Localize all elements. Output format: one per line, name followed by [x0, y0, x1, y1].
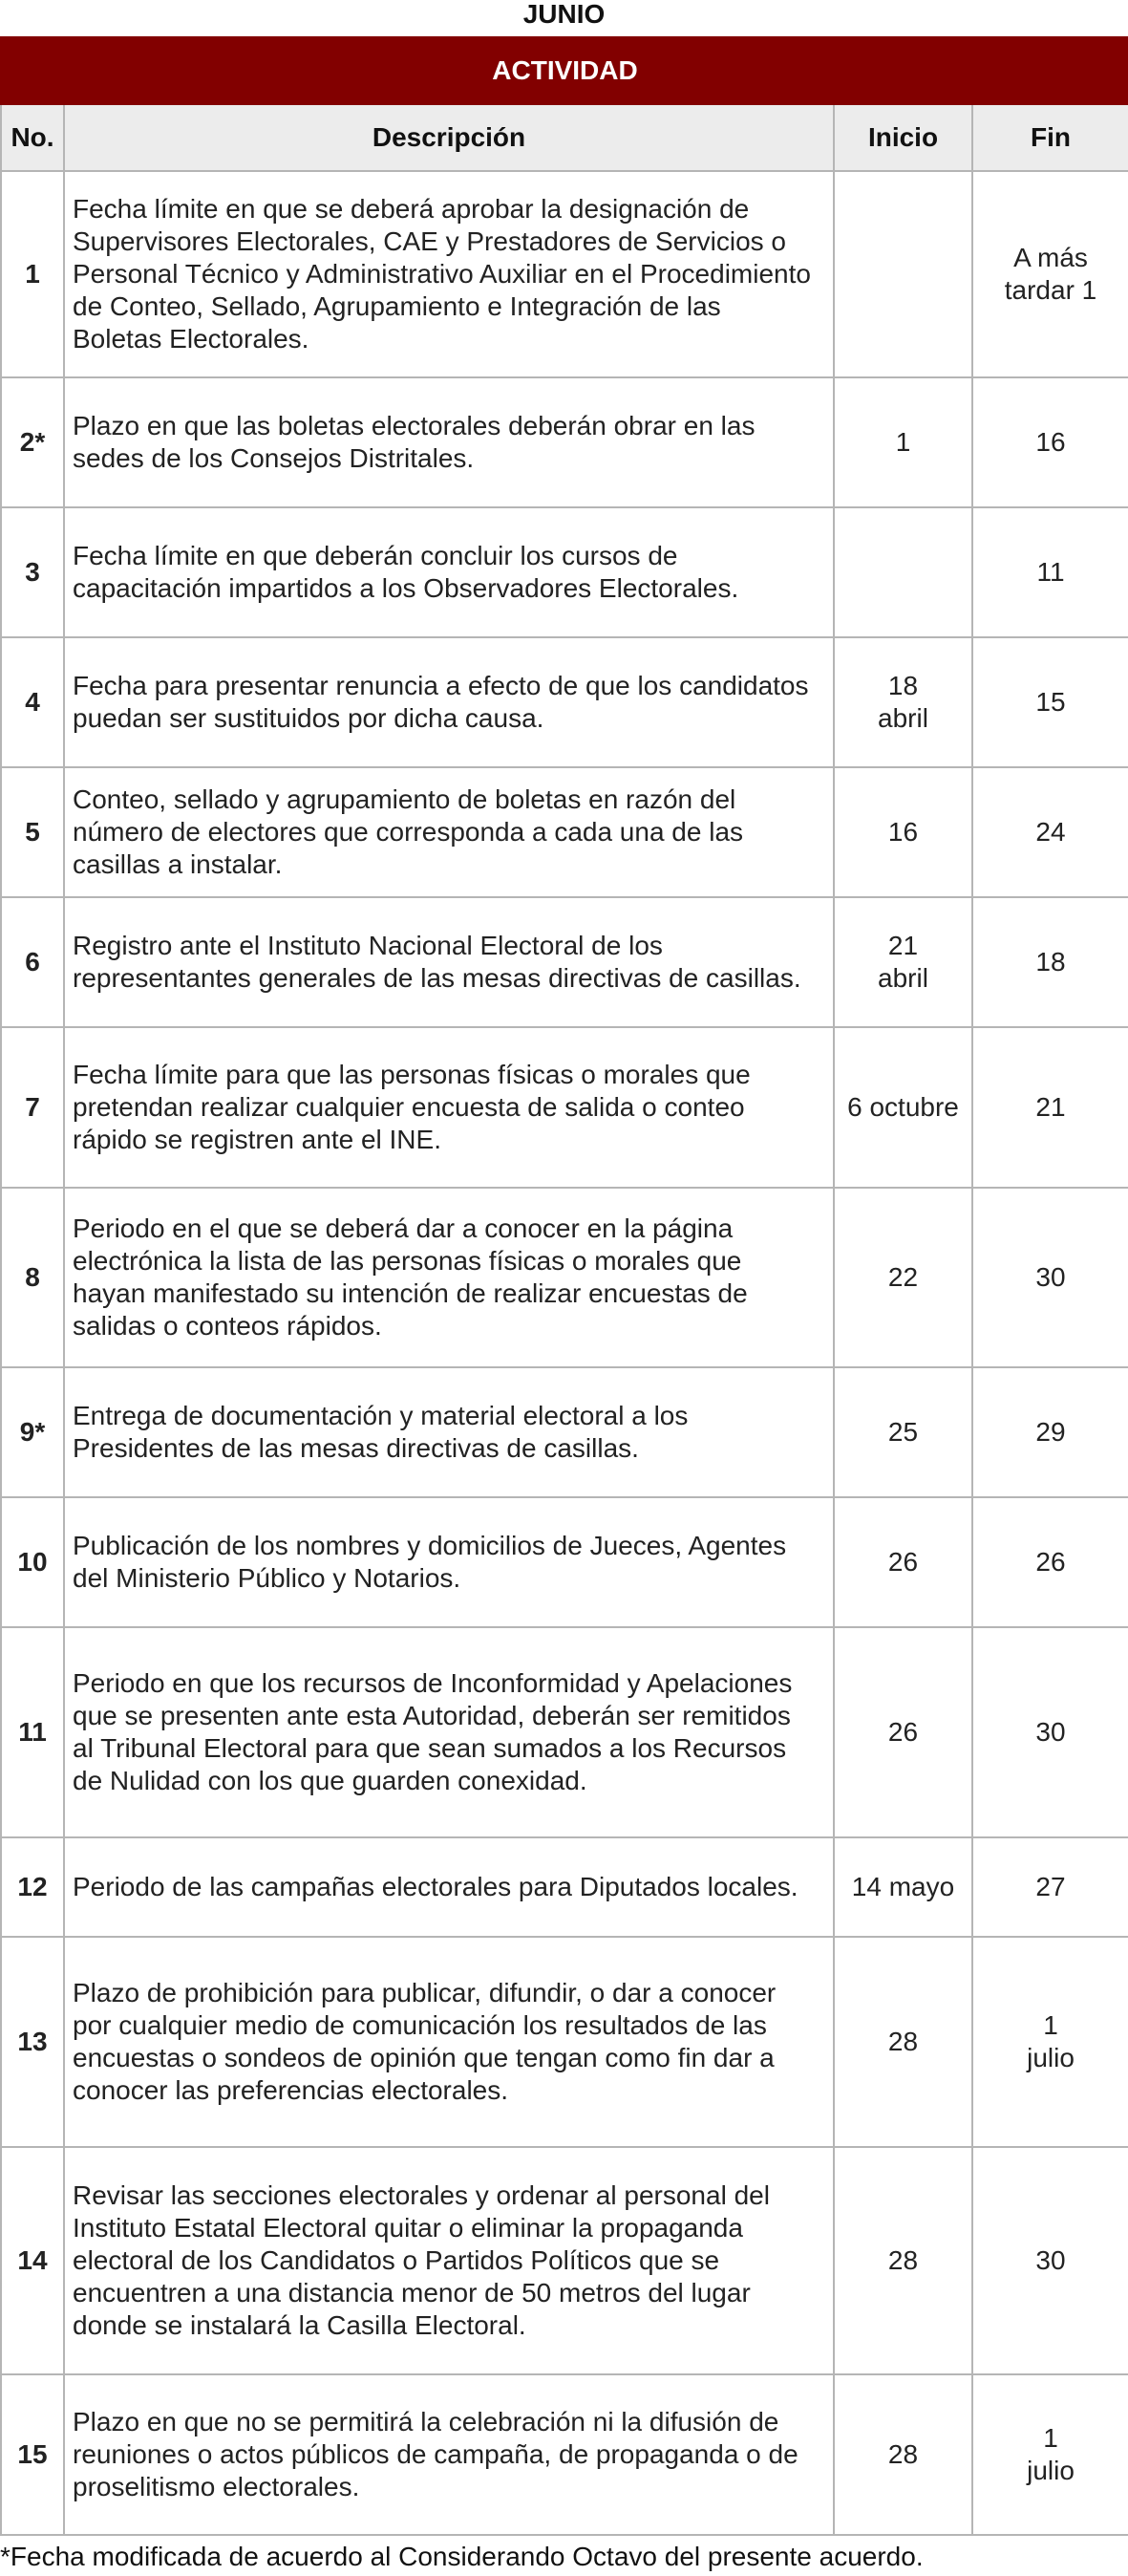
row-fin: A más tardar 1 [972, 171, 1128, 377]
column-header-inicio: Inicio [834, 104, 972, 171]
row-inicio: 14 mayo [834, 1837, 972, 1937]
column-header-descripcion: Descripción [64, 104, 834, 171]
row-fin: 30 [972, 2147, 1128, 2374]
table-row [1, 507, 1128, 637]
row-inicio: 18 abril [834, 637, 972, 767]
row-number: 15 [1, 2374, 64, 2535]
table-row [1, 171, 1128, 377]
row-description: Entrega de documentación y material electoral a los Presidentes de las mesas directivas de casillas. [64, 1367, 834, 1497]
row-fin: 29 [972, 1367, 1128, 1497]
row-inicio: 1 [834, 377, 972, 507]
row-description: Fecha para presentar renuncia a efecto de que los candidatos puedan ser sustituidos por dicha causa. [64, 637, 834, 767]
table-row [1, 1367, 1128, 1497]
row-inicio [834, 171, 972, 377]
page-title: JUNIO [522, 0, 606, 29]
row-number: 11 [1, 1627, 64, 1837]
activity-table [0, 36, 1128, 2536]
row-fin: 26 [972, 1497, 1128, 1627]
row-inicio: 22 [834, 1188, 972, 1367]
table-row [1, 1937, 1128, 2147]
row-fin: 15 [972, 637, 1128, 767]
row-inicio: 28 [834, 2374, 972, 2535]
row-number: 5 [1, 767, 64, 897]
row-number: 9* [1, 1367, 64, 1497]
column-header-fin: Fin [972, 104, 1128, 171]
row-inicio: 26 [834, 1497, 972, 1627]
row-inicio: 28 [834, 2147, 972, 2374]
table-row [1, 897, 1128, 1027]
table-row [1, 767, 1128, 897]
row-number: 7 [1, 1027, 64, 1188]
row-fin: 18 [972, 897, 1128, 1027]
table-row [1, 1027, 1128, 1188]
row-inicio: 6 octubre [834, 1027, 972, 1188]
row-number: 8 [1, 1188, 64, 1367]
row-description: Plazo de prohibición para publicar, difundir, o dar a conocer por cualquier medio de comunicación los resultados de las encuestas o sondeos de opinión que tengan como fin dar a conocer las preferencias electorales. [64, 1937, 834, 2147]
column-header-no: No. [1, 104, 64, 171]
table-row [1, 2374, 1128, 2535]
row-fin: 21 [972, 1027, 1128, 1188]
row-description: Publicación de los nombres y domicilios de Jueces, Agentes del Ministerio Público y Notarios. [64, 1497, 834, 1627]
row-description: Conteo, sellado y agrupamiento de boletas en razón del número de electores que corresponda a cada una de las casillas a instalar. [64, 767, 834, 897]
row-description: Fecha límite en que deberán concluir los cursos de capacitación impartidos a los Observadores Electorales. [64, 507, 834, 637]
row-number: 6 [1, 897, 64, 1027]
row-inicio: 28 [834, 1937, 972, 2147]
row-inicio: 25 [834, 1367, 972, 1497]
row-inicio: 16 [834, 767, 972, 897]
row-description: Fecha límite para que las personas físicas o morales que pretendan realizar cualquier encuesta de salida o conteo rápido se registren ante el INE. [64, 1027, 834, 1188]
row-fin: 16 [972, 377, 1128, 507]
row-description: Revisar las secciones electorales y ordenar al personal del Instituto Estatal Electoral quitar o eliminar la propaganda electoral de los Candidatos o Partidos Políticos que se encuentren a una distancia menor de 50 metros del lugar donde se instalará la Casilla Electoral. [64, 2147, 834, 2374]
row-description: Plazo en que no se permitirá la celebración ni la difusión de reuniones o actos públicos de campaña, de propaganda o de proselitismo electorales. [64, 2374, 834, 2535]
row-number: 12 [1, 1837, 64, 1937]
row-description: Periodo en que los recursos de Inconformidad y Apelaciones que se presenten ante esta Autoridad, deberán ser remitidos al Tribunal Electoral para que sean sumados a los Recursos de Nulidad con los que guarden conexidad. [64, 1627, 834, 1837]
row-fin: 27 [972, 1837, 1128, 1937]
row-fin: 30 [972, 1627, 1128, 1837]
activity-header: ACTIVIDAD [1, 37, 1128, 104]
table-row [1, 377, 1128, 507]
row-description: Plazo en que las boletas electorales deberán obrar en las sedes de los Consejos Distritales. [64, 377, 834, 507]
row-fin: 1 julio [972, 2374, 1128, 2535]
table-row [1, 1497, 1128, 1627]
row-description: Periodo de las campañas electorales para Diputados locales. [64, 1837, 834, 1937]
table-row [1, 1188, 1128, 1367]
row-number: 2* [1, 377, 64, 507]
row-number: 13 [1, 1937, 64, 2147]
footnote: *Fecha modificada de acuerdo al Considerando Octavo del presente acuerdo. [0, 2542, 924, 2571]
table-row [1, 1627, 1128, 1837]
row-fin: 24 [972, 767, 1128, 897]
row-fin: 11 [972, 507, 1128, 637]
table-row [1, 637, 1128, 767]
row-number: 10 [1, 1497, 64, 1627]
row-description: Periodo en el que se deberá dar a conocer en la página electrónica la lista de las personas físicas o morales que hayan manifestado su intención de realizar encuestas de salidas o conteos rápidos. [64, 1188, 834, 1367]
table-row [1, 2147, 1128, 2374]
row-number: 1 [1, 171, 64, 377]
row-fin: 1 julio [972, 1937, 1128, 2147]
table-row [1, 1837, 1128, 1937]
row-number: 14 [1, 2147, 64, 2374]
row-number: 4 [1, 637, 64, 767]
row-inicio: 26 [834, 1627, 972, 1837]
row-description: Registro ante el Instituto Nacional Electoral de los representantes generales de las mesas directivas de casillas. [64, 897, 834, 1027]
row-description: Fecha límite en que se deberá aprobar la designación de Supervisores Electorales, CAE y Prestadores de Servicios o Personal Técnico y Administrativo Auxiliar en el Procedimiento de Conteo, Sellado, Agrupamiento e Integración de las Boletas Electorales. [64, 171, 834, 377]
row-inicio: 21 abril [834, 897, 972, 1027]
row-number: 3 [1, 507, 64, 637]
row-inicio [834, 507, 972, 637]
row-fin: 30 [972, 1188, 1128, 1367]
